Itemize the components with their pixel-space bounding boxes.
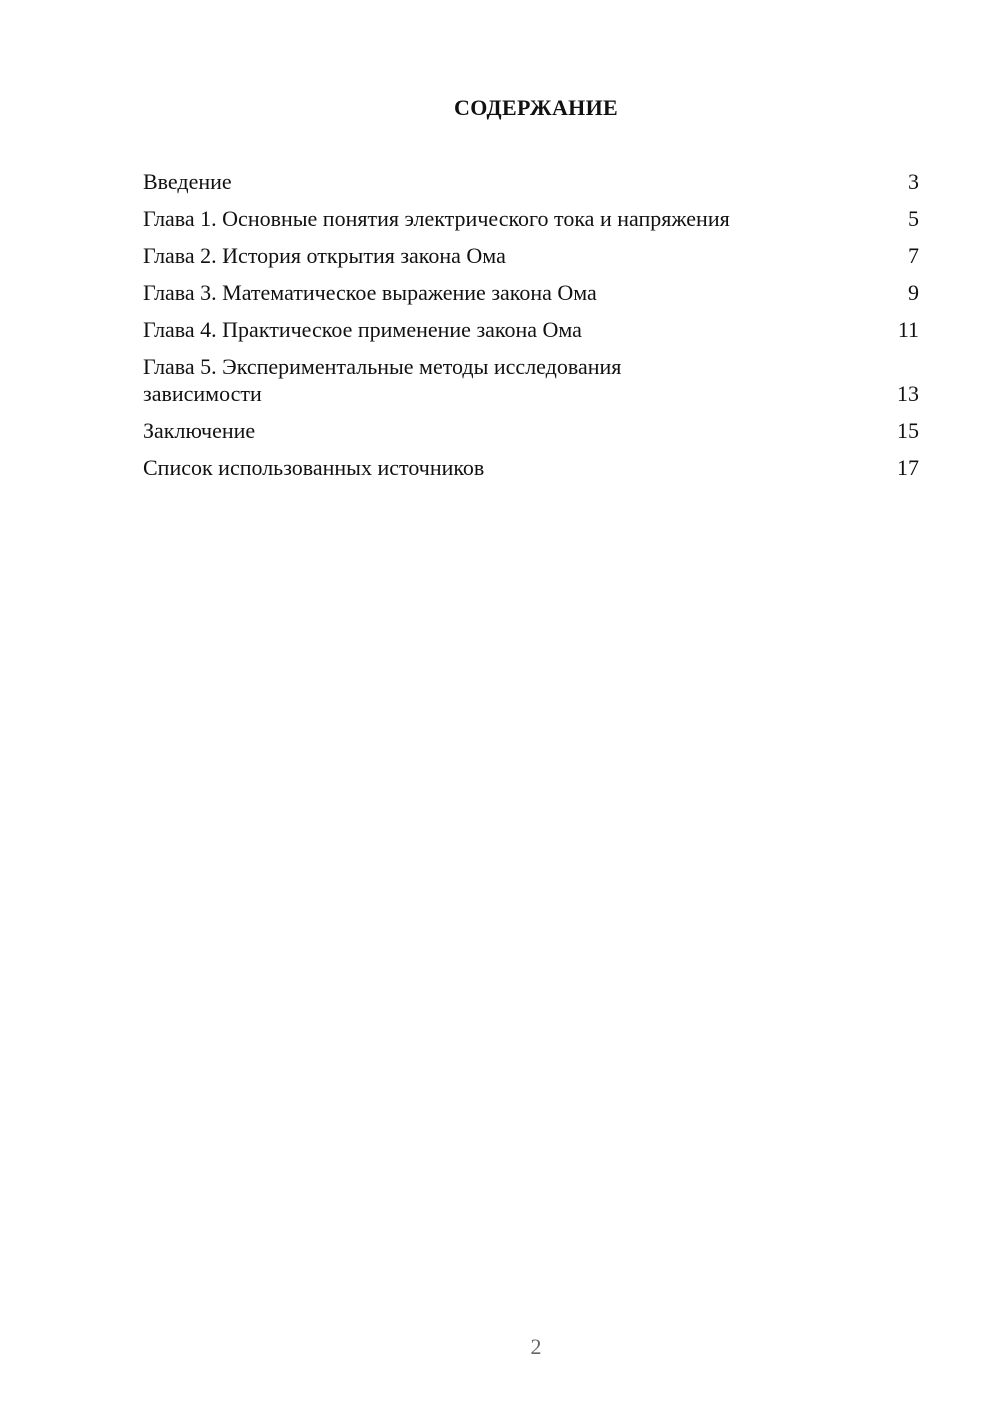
toc-entry-chapter-1 <box>143 205 919 232</box>
toc-entry-label: Глава 2. История открытия закона Ома <box>143 243 506 268</box>
toc-entry-label: Список использованных источников <box>143 455 485 480</box>
page-number: 2 <box>530 1334 542 1359</box>
toc-entry-page: 3 <box>908 169 919 194</box>
toc-entry-page: 11 <box>897 317 919 342</box>
toc-entry-conclusion <box>143 417 919 444</box>
toc-entry-label: Заключение <box>143 418 256 443</box>
toc-entry-label: Глава 1. Основные понятия электрического тока и напряжения <box>143 206 730 231</box>
toc-entry-label: Введение <box>143 169 232 194</box>
toc-entry-page: 17 <box>897 455 919 480</box>
toc-entry-references <box>143 454 919 481</box>
toc-entry-chapter-5 <box>143 353 919 407</box>
toc-entry-label: Глава 5. Экспериментальные методы исследования зависимости <box>143 354 622 406</box>
toc-entry-page: 7 <box>908 243 919 268</box>
toc-entry-chapter-3 <box>143 279 919 306</box>
toc-entry-page: 5 <box>908 206 919 231</box>
toc-entry-page: 13 <box>897 381 919 406</box>
toc-entry-chapter-4 <box>143 316 919 343</box>
toc-entry-page: 15 <box>897 418 919 443</box>
toc-title: СОДЕРЖАНИЕ <box>454 95 618 120</box>
toc-entry-label: Глава 3. Математическое выражение закона Ома <box>143 280 597 305</box>
table-of-contents <box>143 168 919 491</box>
toc-entry-label: Глава 4. Практическое применение закона Ома <box>143 317 582 342</box>
toc-entry-page: 9 <box>908 280 919 305</box>
toc-entry-introduction <box>143 168 919 195</box>
toc-entry-chapter-2 <box>143 242 919 269</box>
